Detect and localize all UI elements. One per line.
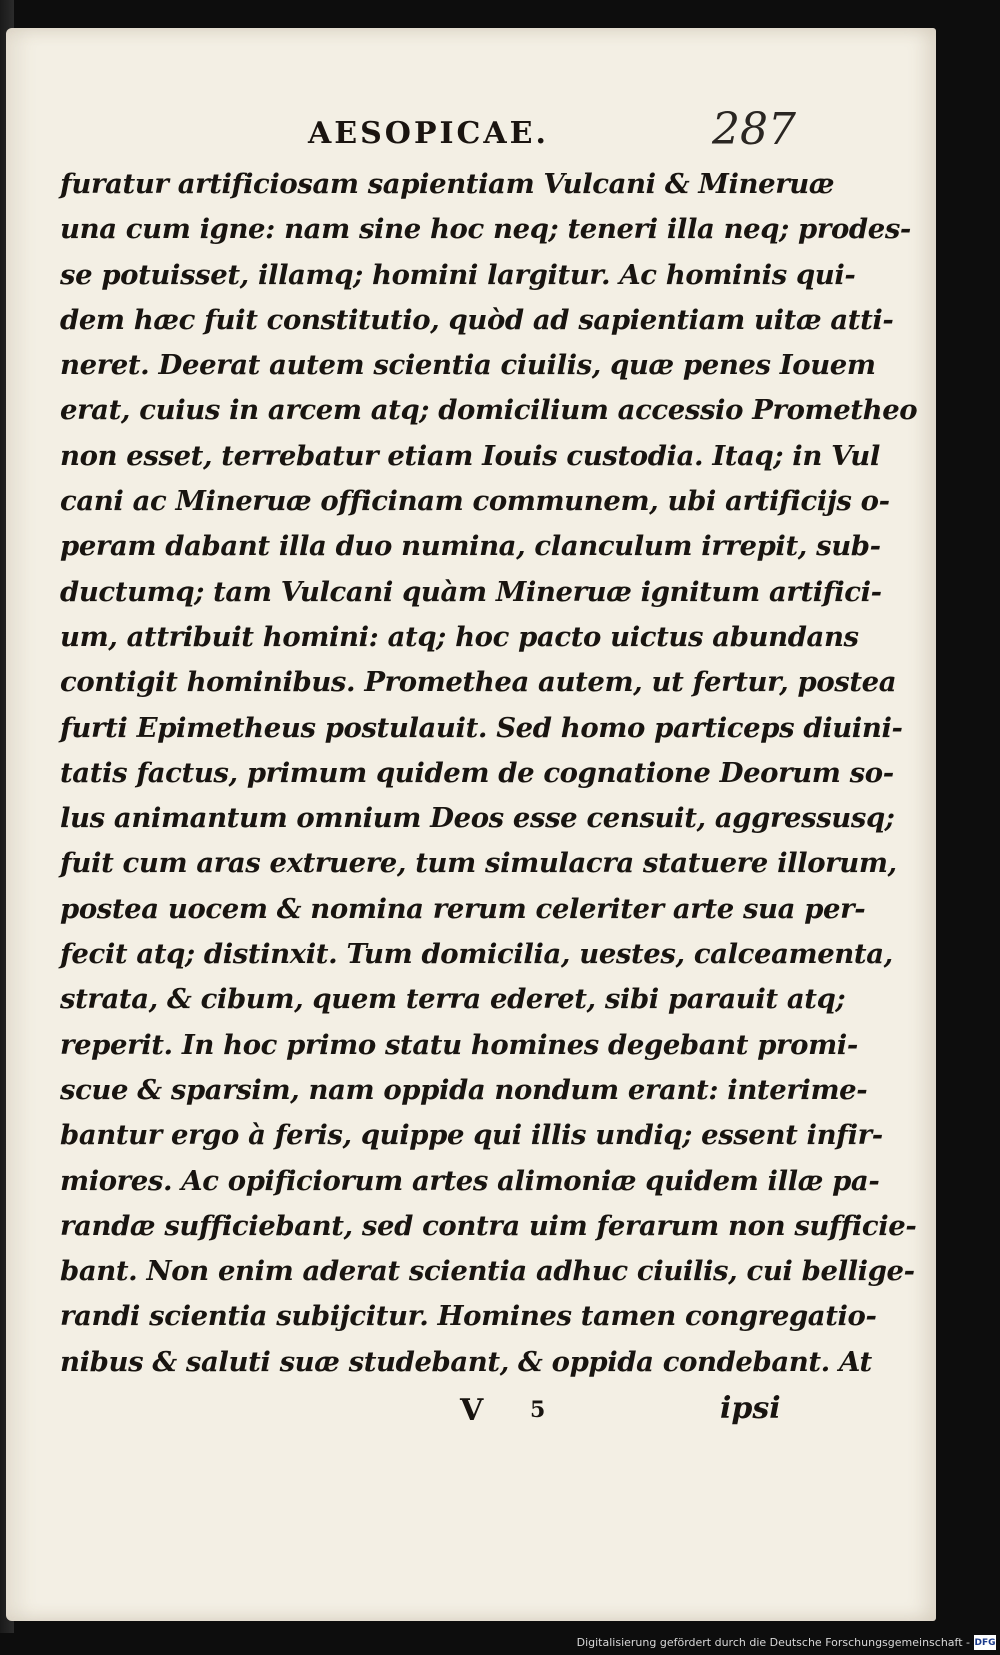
signature-mark: V [460, 1393, 484, 1429]
text-line: strata, & cibum, quem terra ederet, sibi parauit atq; [60, 983, 846, 1016]
text-line: randi scientia subijcitur. Homines tamen congregatio- [60, 1300, 877, 1333]
text-line: bant. Non enim aderat scientia adhuc ciuilis, cui bellige- [60, 1255, 915, 1288]
text-line: furatur artificiosam sapientiam Vulcani & Mineruæ [60, 168, 835, 200]
signature-number: 5 [530, 1397, 546, 1424]
text-line: cani ac Mineruæ officinam communem, ubi artificijs o- [60, 485, 890, 518]
text-line: contigit hominibus. Promethea autem, ut fertur, postea [60, 666, 897, 699]
text-line: scue & sparsim, nam oppida nondum erant: interime- [60, 1073, 868, 1106]
text-line: furti Epimetheus postulauit. Sed homo particeps diuini- [60, 711, 903, 744]
book-page [6, 28, 936, 1621]
running-head: AESOPICAE. [308, 116, 549, 151]
text-line: ductumq; tam Vulcani quàm Mineruæ ignitum artifici- [60, 575, 882, 608]
text-line: dem hæc fuit constitutio, quòd ad sapientiam uitæ atti- [60, 303, 894, 336]
body-text [60, 162, 918, 1385]
text-line: non esset, terrebatur etiam Iouis custodia. Itaq; in Vul [60, 439, 880, 472]
page-header [60, 104, 820, 156]
text-line: erat, cuius in arcem atq; domicilium accessio Prometheo [60, 394, 918, 427]
text-line: randæ sufficiebant, sed contra uim ferarum non sufficie- [60, 1209, 917, 1242]
credit-bar [0, 1633, 1000, 1655]
text-line: bantur ergo à feris, quippe qui illis undiq; essent infir- [60, 1119, 883, 1152]
text-line: miores. Ac opificiorum artes alimoniæ quidem illæ pa- [60, 1164, 880, 1197]
text-line: se potuisset, illamq; homini largitur. Ac hominis qui- [60, 258, 856, 291]
text-line: tatis factus, primum quidem de cognatione Deorum so- [60, 756, 894, 789]
text-line: fecit atq; distinxit. Tum domicilia, uestes, calceamenta, [60, 938, 893, 971]
text-line: fuit cum aras extruere, tum simulacra statuere illorum, [60, 847, 897, 880]
text-line: una cum igne: nam sine hoc neq; teneri illa neq; prodes- [60, 213, 911, 246]
text-line: neret. Deerat autem scientia ciuilis, quæ penes Iouem [60, 349, 876, 382]
text-line: nibus & saluti suæ studebant, & oppida condebant. At [60, 1345, 872, 1378]
text-line: postea uocem & nomina rerum celeriter arte sua per- [60, 892, 866, 925]
text-line: peram dabant illa duo numina, clanculum irrepit, sub- [60, 530, 881, 563]
text-line: um, attribuit homini: atq; hoc pacto uictus abundans [60, 620, 859, 653]
catchword: ipsi [720, 1391, 781, 1427]
credit-text: Digitalisierung gefördert durch die Deutsche Forschungsgemeinschaft - [576, 1636, 970, 1649]
page-number: 287 [712, 104, 796, 155]
text-line: reperit. In hoc primo statu homines degebant promi- [60, 1028, 858, 1061]
page-footer [60, 1387, 820, 1435]
dfg-logo-icon: DFG [974, 1635, 996, 1650]
text-line: lus animantum omnium Deos esse censuit, aggressusq; [60, 802, 895, 835]
page-content [60, 104, 918, 1435]
